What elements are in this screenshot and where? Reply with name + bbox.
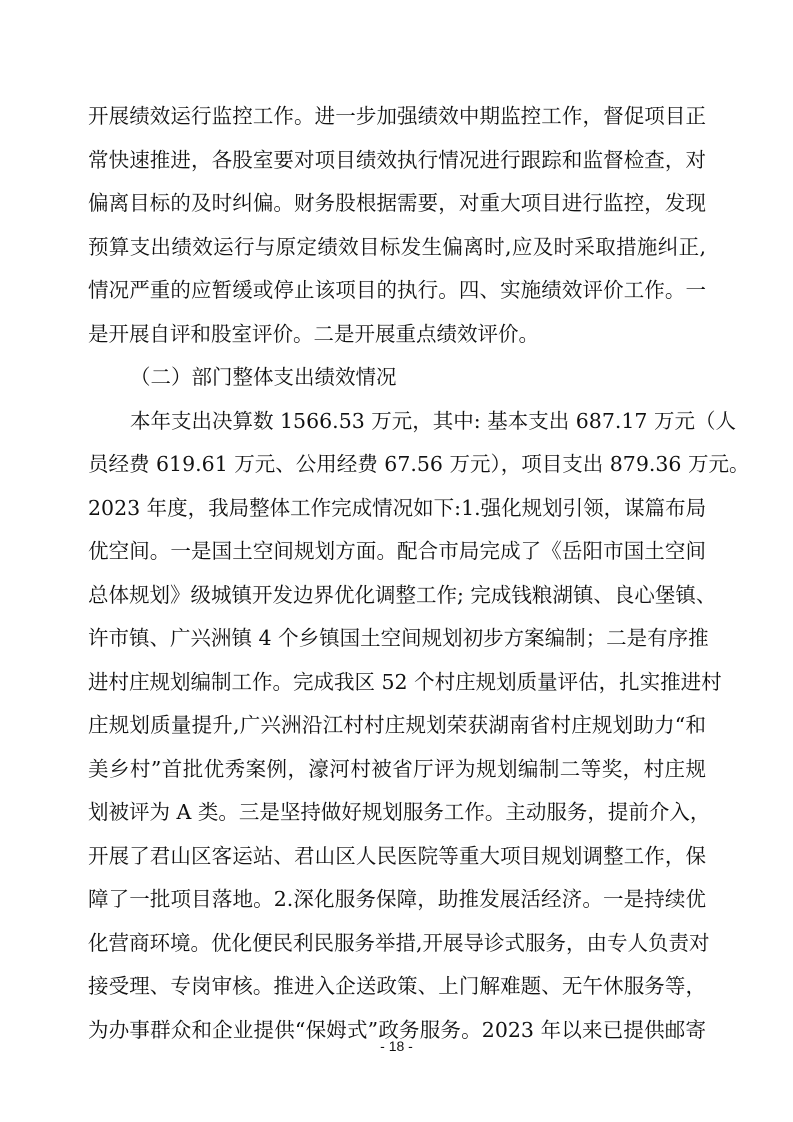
- text-line: 优空间。一是国土空间规划方面。配合市局完成了《岳阳市国土空间: [88, 539, 706, 563]
- text-line: 接受理、专岗审核。推进入企送政策、上门解难题、无午休服务等，: [88, 974, 706, 998]
- paragraph-overall-expenditure: [88, 400, 750, 1053]
- page-number: - 18 -: [380, 1038, 413, 1054]
- text-line: 美乡村”首批优秀案例，濠河村被省厅评为规划编制二等奖，村庄规: [88, 756, 706, 781]
- text-line: 开展绩效运行监控工作。进一步加强绩效中期监控工作，督促项目正: [88, 104, 706, 128]
- text-line: 是开展自评和股室评价。二是开展重点绩效评价。: [88, 321, 539, 346]
- text-line: 本年支出决算数 1566.53 万元，其中: 基本支出 687.17 万元（人: [130, 408, 736, 433]
- text-line: 总体规划》级城镇开发边界优化调整工作; 完成钱粮湖镇、良心堡镇、: [88, 582, 717, 607]
- text-line: 2023 年度，我局整体工作完成情况如下:1.强化规划引领，谋篇布局: [88, 495, 707, 520]
- paragraph-performance-monitoring: [88, 95, 706, 356]
- text-line: 化营商环境。优化便民利民服务举措,开展导诊式服务，由专人负责对: [88, 930, 710, 955]
- text-line: 庄规划质量提升,广兴洲沿江村村庄规划荣获湖南省村庄规划助力“和: [88, 713, 706, 737]
- text-line: 为办事群众和企业提供“保姆式”政务服务。2023 年以来已提供邮寄: [88, 1017, 706, 1042]
- section-heading: （二）部门整体支出绩效情况: [130, 365, 397, 389]
- text-line: 划被评为 A 类。三是坚持做好规划服务工作。主动服务，提前介入，: [88, 800, 711, 824]
- text-line: 预算支出绩效运行与原定绩效目标发生偏离时,应及时采取措施纠正,: [88, 234, 706, 259]
- document-body: [88, 95, 750, 1052]
- text-line: 情况严重的应暂缓或停止该项目的执行。四、实施绩效评价工作。一: [88, 278, 706, 302]
- text-line: 障了一批项目落地。2.深化服务保障，助推发展活经济。一是持续优: [88, 887, 706, 911]
- text-line: 许市镇、广兴洲镇 4 个乡镇国土空间规划初步方案编制；二是有序推: [88, 626, 709, 650]
- text-line: 常快速推进，各股室要对项目绩效执行情况进行跟踪和监督检查，对: [88, 147, 706, 172]
- text-line: 员经费 619.61 万元、公用经费 67.56 万元），项目支出 879.36 万元。: [88, 452, 750, 476]
- text-line: 开展了君山区客运站、君山区人民医院等重大项目规划调整工作，保: [88, 843, 706, 868]
- text-line: 偏离目标的及时纠偏。财务股根据需要，对重大项目进行监控，发现: [88, 191, 706, 215]
- text-line: 进村庄规划编制工作。完成我区 52 个村庄规划质量评估，扎实推进村: [88, 669, 722, 694]
